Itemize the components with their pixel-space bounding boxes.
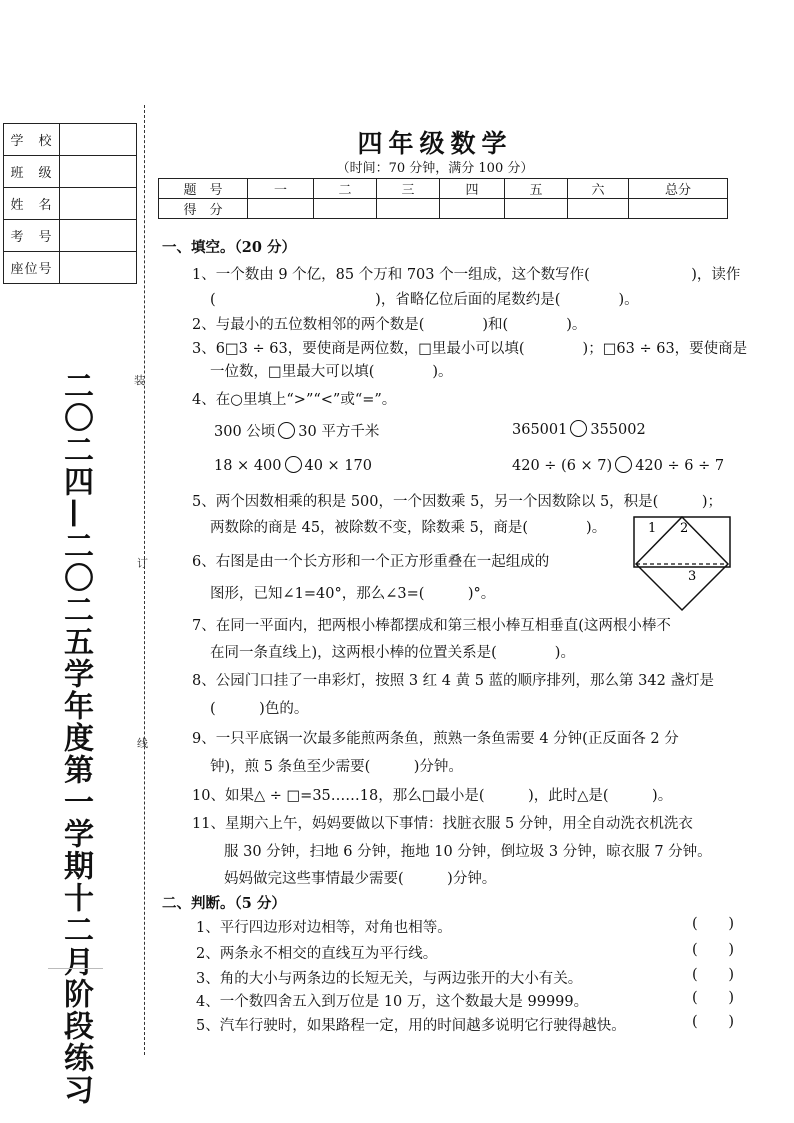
- score-header-cell: 二: [314, 179, 377, 199]
- compare-a-right: 30 平方千米: [298, 424, 380, 440]
- score-input-cell[interactable]: [314, 199, 377, 219]
- score-row-label: 得 分: [159, 199, 248, 219]
- score-header-cell: 三: [377, 179, 440, 199]
- compare-c-left: 18 × 400: [214, 458, 282, 474]
- score-table: [158, 178, 728, 219]
- paren-close: ): [728, 990, 734, 1006]
- compare-a-left: 300 公顷: [214, 424, 276, 440]
- judge-answer-4[interactable]: [692, 990, 734, 1006]
- judge-answer-2[interactable]: [692, 942, 734, 958]
- section-1-heading: 一、填空。（20 分）: [162, 239, 296, 256]
- judge-item-3: 3、角的大小与两条边的长短无关，与两边张开的大小有关。: [196, 971, 583, 987]
- question-2: 2、与最小的五位数相邻的两个数是( )和( )。: [192, 317, 587, 333]
- score-input-cell[interactable]: [440, 199, 505, 219]
- paren-open: (: [692, 916, 698, 932]
- question-11-line-2: 服 30 分钟，扫地 6 分钟，拖地 10 分钟，倒垃圾 3 分钟，晾衣服 7 分钟。: [224, 844, 712, 860]
- judge-answer-3[interactable]: [692, 967, 734, 983]
- paren-open: (: [692, 967, 698, 983]
- compare-b-right: 355002: [590, 422, 646, 438]
- paren-open: (: [692, 990, 698, 1006]
- student-info-table: [3, 123, 137, 284]
- question-10: 10、如果△ ÷ □=35……18，那么□最小是( )，此时△是( )。: [192, 788, 673, 804]
- question-6-line-1: 6、右图是由一个长方形和一个正方形重叠在一起组成的: [192, 554, 550, 570]
- cut-mark-zhuang: 装: [134, 374, 145, 387]
- judge-item-1: 1、平行四边形对边相等，对角也相等。: [196, 920, 452, 936]
- question-8-line-2: ( )色的。: [210, 701, 309, 717]
- score-input-cell[interactable]: [377, 199, 440, 219]
- paren-close: ): [728, 942, 734, 958]
- paren-close: ): [728, 916, 734, 932]
- judge-item-5: 5、汽车行驶时，如果路程一定，用的时间越多说明它行驶得越快。: [196, 1018, 626, 1034]
- page-subtitle: （时间：70 分钟，满分 100 分）: [336, 161, 534, 176]
- question-9-line-2: 钟)，煎 5 条鱼至少需要( )分钟。: [210, 759, 463, 775]
- score-header-cell: 四: [440, 179, 505, 199]
- question-11-line-1: 11、星期六上午，妈妈要做以下事情：找脏衣服 5 分钟，用全自动洗衣机洗衣: [192, 816, 693, 832]
- figure-label-3: 3: [688, 569, 697, 584]
- question-5-line-2: 两数除的商是 45，被除数不变，除数乘 5，商是( )。: [210, 520, 607, 536]
- question-1-line-1: 1、一个数由 9 个亿，85 个万和 703 个一组成，这个数写作( )，读作: [192, 267, 741, 283]
- question-6-line-2: 图形，已知∠1=40°，那么∠3=( )°。: [210, 586, 496, 602]
- page-title: 四年级数学: [357, 129, 513, 158]
- question-5-line-1: 5、两个因数相乘的积是 500，一个因数乘 5，另一个因数除以 5，积是( )；: [192, 494, 722, 510]
- score-input-cell[interactable]: [248, 199, 314, 219]
- judge-item-2: 2、两条永不相交的直线互为平行线。: [196, 946, 438, 962]
- question-3-line-2: 一位数，□里最大可以填( )。: [210, 364, 453, 380]
- cut-mark-xian: 线: [137, 737, 148, 750]
- question-9-line-1: 9、一只平底锅一次最多能煎两条鱼，煎熟一条鱼需要 4 分钟(正反面各 2 分: [192, 731, 679, 747]
- info-label-seat: 座位号: [4, 252, 60, 284]
- cut-mark-ding: 订: [137, 557, 148, 570]
- info-label-exam-number: 考 号: [4, 220, 60, 252]
- compare-c-right: 40 × 170: [304, 458, 372, 474]
- overlap-figure: [620, 512, 740, 617]
- compare-circle[interactable]: [285, 456, 302, 473]
- paren-close: ): [728, 967, 734, 983]
- judge-item-4: 4、一个数四舍五入到万位是 10 万，这个数最大是 99999。: [196, 994, 589, 1010]
- score-input-cell[interactable]: [505, 199, 568, 219]
- compare-circle[interactable]: [615, 456, 632, 473]
- binding-dashed-line: [144, 105, 145, 1055]
- info-field-school[interactable]: [60, 124, 137, 156]
- compare-d: [512, 456, 724, 474]
- compare-circle[interactable]: [570, 420, 587, 437]
- vertical-exam-title: 二〇二四—二〇二五学年度第一学期十二月阶段练习: [58, 370, 93, 1106]
- score-header-cell: 一: [248, 179, 314, 199]
- score-header-cell: 五: [505, 179, 568, 199]
- info-field-class[interactable]: [60, 156, 137, 188]
- compare-circle[interactable]: [278, 422, 295, 439]
- paren-open: (: [692, 942, 698, 958]
- judge-answer-5[interactable]: [692, 1014, 734, 1030]
- section-2-heading: 二、判断。（5 分）: [162, 895, 286, 912]
- compare-b: [512, 420, 646, 438]
- compare-c: [214, 456, 372, 474]
- info-field-seat[interactable]: [60, 252, 137, 284]
- score-input-cell[interactable]: [629, 199, 728, 219]
- paren-close: ): [728, 1014, 734, 1030]
- paren-open: (: [692, 1014, 698, 1030]
- score-header-cell: 六: [568, 179, 629, 199]
- compare-a: [214, 420, 379, 441]
- figure-label-2: 2: [680, 521, 689, 536]
- question-11-line-3: 妈妈做完这些事情最少需要( )分钟。: [224, 871, 497, 887]
- score-header-cell: 总分: [629, 179, 728, 199]
- question-1-line-2: ( )，省略亿位后面的尾数约是( )。: [210, 292, 639, 308]
- question-7-line-2: 在同一条直线上)，这两根小棒的位置关系是( )。: [210, 645, 575, 661]
- score-header-cell: 题 号: [159, 179, 248, 199]
- judge-answer-1[interactable]: [692, 916, 734, 932]
- question-8-line-1: 8、公园门口挂了一串彩灯，按照 3 红 4 黄 5 蓝的顺序排列，那么第 342 盏灯是: [192, 673, 714, 689]
- compare-d-left: 420 ÷ (6 × 7): [512, 458, 613, 474]
- info-field-name[interactable]: [60, 188, 137, 220]
- info-field-exam-number[interactable]: [60, 220, 137, 252]
- info-label-name: 姓 名: [4, 188, 60, 220]
- question-3-line-1: 3、6□3 ÷ 63，要使商是两位数，□里最小可以填( )；□63 ÷ 63，要使商是: [192, 341, 748, 357]
- compare-b-left: 365001: [512, 422, 568, 438]
- figure-label-1: 1: [648, 521, 657, 536]
- info-label-school: 学 校: [4, 124, 60, 156]
- score-input-cell[interactable]: [568, 199, 629, 219]
- divider: [48, 968, 103, 969]
- compare-d-right: 420 ÷ 6 ÷ 7: [635, 458, 725, 474]
- question-7-line-1: 7、在同一平面内，把两根小棒都摆成和第三根小棒互相垂直(这两根小棒不: [192, 618, 671, 634]
- info-label-class: 班 级: [4, 156, 60, 188]
- question-4: 4、在○里填上“>”“<”或“=”。: [192, 392, 397, 408]
